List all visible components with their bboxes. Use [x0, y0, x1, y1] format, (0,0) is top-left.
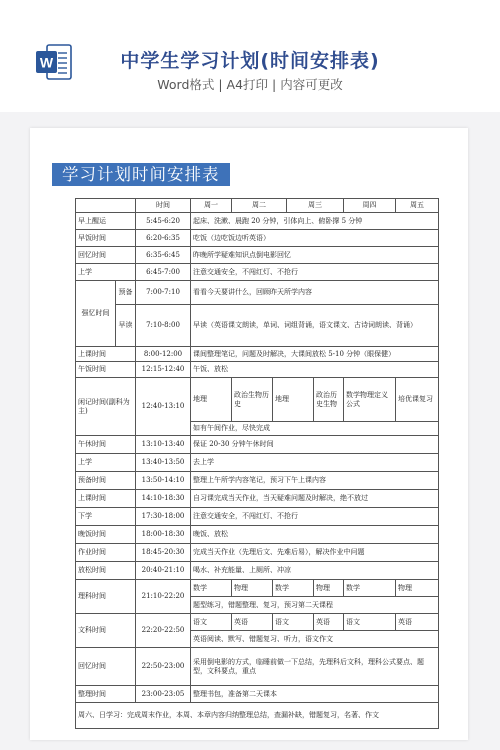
document-subtitle: Word格式 | A4打印 | 内容可更改	[157, 77, 343, 92]
subject-cell: 英语	[314, 614, 344, 631]
row-name: 上课时间	[76, 490, 136, 508]
subject-cell: 数学物理定义公式	[344, 378, 396, 422]
row-time: 8:00-12:00	[136, 347, 191, 362]
row-time: 17:30-18:00	[136, 508, 191, 526]
row-name: 作业时间	[76, 544, 136, 562]
row-name: 放松时间	[76, 562, 136, 580]
row-name: 回忆时间	[76, 648, 136, 686]
header-thu: 周四	[344, 199, 396, 213]
row-note: 英语阅读、默写、错题复习、听力，语文作文	[191, 631, 439, 648]
schedule-banner: 学习计划时间安排表	[52, 163, 230, 186]
row-time: 13:10-13:40	[136, 436, 191, 454]
row-name: 理科时间	[76, 580, 136, 614]
row-time: 6:20-6:35	[136, 230, 191, 247]
document-title: 中学生学习计划(时间安排表)	[120, 50, 380, 72]
subject-cell: 语文	[344, 614, 396, 631]
row-note: 题型练习，错题整理、复习，预习第二天课程	[191, 597, 439, 614]
row-time: 20:40-21:10	[136, 562, 191, 580]
header-wed: 周三	[287, 199, 344, 213]
row-name: 上学	[76, 264, 136, 281]
row-name: 午休时间	[76, 436, 136, 454]
row-name: 早读	[116, 305, 136, 347]
row-name: 上课时间	[76, 347, 136, 362]
row-content: 喝水、补充能量、上厕所、冲凉	[191, 562, 439, 580]
row-name: 早上醒运	[76, 213, 136, 230]
row-content: 完成当天作业（先理后文、先难后易），解决作业中问题	[191, 544, 439, 562]
row-content: 晚饭、放松	[191, 526, 439, 544]
row-time: 5:45-6:20	[136, 213, 191, 230]
table-row	[76, 472, 439, 490]
subject-cell: 地理	[273, 378, 314, 422]
table-row	[76, 703, 439, 729]
row-content: 注意交通安全，不闯红灯、不抢行	[191, 264, 439, 281]
table-row	[76, 362, 439, 378]
memory-label: 强忆时间	[76, 281, 116, 347]
table-row	[76, 508, 439, 526]
table-row	[76, 305, 439, 347]
subject-cell: 数学	[191, 580, 232, 597]
subject-cell: 物理	[232, 580, 273, 597]
table-row	[76, 614, 439, 631]
row-time: 13:50-14:10	[136, 472, 191, 490]
table-row	[76, 686, 439, 703]
table-row	[76, 264, 439, 281]
row-name: 预备	[116, 281, 136, 305]
row-time: 22:20-22:50	[136, 614, 191, 648]
row-name: 下学	[76, 508, 136, 526]
row-time: 14:10-18:30	[136, 490, 191, 508]
subject-cell: 英语	[396, 614, 439, 631]
row-content: 保证 20-30 分钟午休时间	[191, 436, 439, 454]
table-row	[76, 347, 439, 362]
table-row	[76, 230, 439, 247]
row-name: 整理时间	[76, 686, 136, 703]
row-name: 文科时间	[76, 614, 136, 648]
row-time: 23:00-23:05	[136, 686, 191, 703]
row-content: 吃饭（边吃饭边听英语）	[191, 230, 439, 247]
row-time: 13:40-13:50	[136, 454, 191, 472]
row-content: 午饭、放松	[191, 362, 439, 378]
subject-cell: 政治生物历史	[232, 378, 273, 422]
subject-cell: 物理	[396, 580, 439, 597]
table-row	[76, 544, 439, 562]
header-fri: 周五	[396, 199, 439, 213]
header-mon: 周一	[191, 199, 232, 213]
table-row	[76, 247, 439, 264]
svg-text:W: W	[39, 54, 54, 71]
row-content: 看看今天要讲什么，回顾昨天所学内容	[191, 281, 439, 305]
header-time: 时间	[136, 199, 191, 213]
subject-cell: 物理	[314, 580, 344, 597]
header-blank	[76, 199, 136, 213]
table-row	[76, 648, 439, 686]
table-row	[76, 526, 439, 544]
row-time: 6:45-7:00	[136, 264, 191, 281]
subject-cell: 地理	[191, 378, 232, 422]
table-row	[76, 213, 439, 230]
row-name: 预备时间	[76, 472, 136, 490]
header-tue: 周二	[232, 199, 287, 213]
row-content: 昨晚所学疑难知识点倒电影回忆	[191, 247, 439, 264]
row-time: 21:10-22:20	[136, 580, 191, 614]
row-time: 7:10-8:00	[136, 305, 191, 347]
table-header-row	[76, 199, 439, 213]
subject-cell: 语文	[191, 614, 232, 631]
schedule-table	[75, 198, 439, 729]
row-content: 课间整理笔记，问题及时解决，大课间放松 5-10 分钟（眼保健）	[191, 347, 439, 362]
row-name: 晚饭时间	[76, 526, 136, 544]
subject-cell: 英语	[232, 614, 273, 631]
row-time: 12:40-13:10	[136, 378, 191, 436]
subject-cell: 数学	[273, 580, 314, 597]
row-time: 22:50-23:00	[136, 648, 191, 686]
row-content: 整理上午所学内容笔记，预习下午上课内容	[191, 472, 439, 490]
row-note: 如有午间作业，尽快完成	[191, 422, 439, 436]
row-name: 上学	[76, 454, 136, 472]
row-time: 7:00-7:10	[136, 281, 191, 305]
subject-cell: 政治历史生物	[314, 378, 344, 422]
row-content: 起床、洗漱、晨跑 20 分钟，引体向上、俯卧撑 5 分钟	[191, 213, 439, 230]
row-content: 注意交通安全，不闯红灯、不抢行	[191, 508, 439, 526]
table-row	[76, 580, 439, 597]
weekend-note: 周六、日学习：完成周末作业，本周、本章内容归纳整理总结，查漏补缺，错题复习，名著、作文	[76, 703, 439, 729]
row-time: 12:15-12:40	[136, 362, 191, 378]
table-row	[76, 436, 439, 454]
row-name: 午饭时间	[76, 362, 136, 378]
row-name: 闲记时间(副科为主)	[76, 378, 136, 436]
page-header	[0, 0, 500, 112]
table-row	[76, 490, 439, 508]
table-row	[76, 454, 439, 472]
row-time: 18:00-18:30	[136, 526, 191, 544]
subject-cell: 语文	[273, 614, 314, 631]
row-time: 6:35-6:45	[136, 247, 191, 264]
table-row	[76, 378, 439, 422]
row-content: 去上学	[191, 454, 439, 472]
table-row	[76, 281, 439, 305]
table-row	[76, 562, 439, 580]
row-time: 18:45-20:30	[136, 544, 191, 562]
row-name: 回忆时间	[76, 247, 136, 264]
row-content: 早读（英语课文朗读，单词、词组背诵，语文课文、古诗词朗读、背诵）	[191, 305, 439, 347]
subject-cell: 数学	[344, 580, 396, 597]
row-content: 采用倒电影的方式，临睡前做一下总结，先理科后文科，理科公式要点、题型，文科要点，重点	[191, 648, 439, 686]
subject-cell: 培优课复习	[396, 378, 439, 422]
row-content: 自习课完成当天作业，当天疑难问题及时解决，绝不放过	[191, 490, 439, 508]
row-name: 早饭时间	[76, 230, 136, 247]
row-content: 整理书包，准备第二天课本	[191, 686, 439, 703]
